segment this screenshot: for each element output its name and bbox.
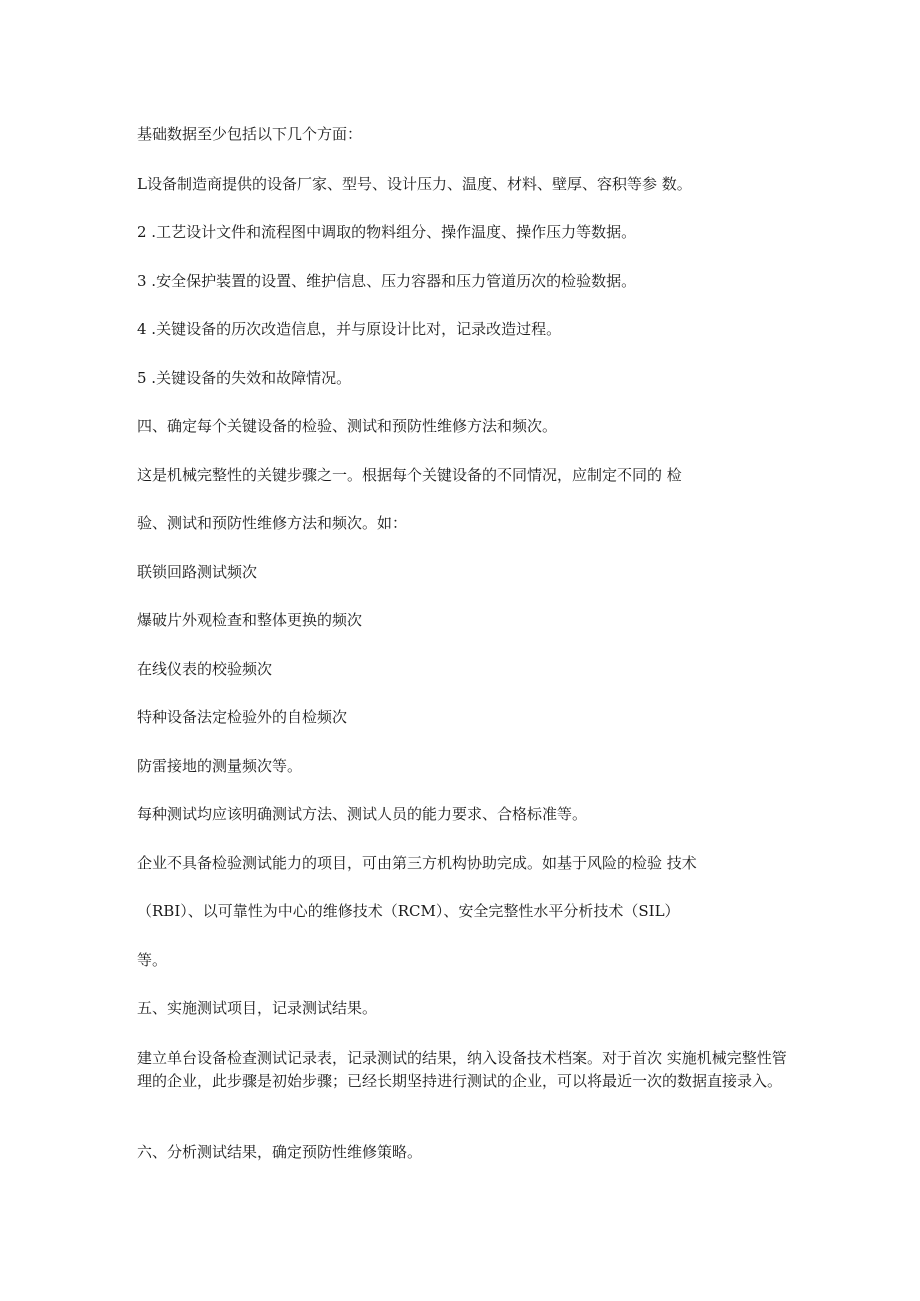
text-line-item-5: 5 .关键设备的失效和故障情况。 xyxy=(137,369,352,387)
text-line-etc: 等。 xyxy=(137,951,168,969)
text-line-lightning: 防雷接地的测量频次等。 xyxy=(137,757,303,775)
text-line-item-3: 3 .安全保护装置的设置、维护信息、压力容器和压力管道历次的检验数据。 xyxy=(137,272,637,290)
text-line-techniques: （RBI）、以可靠性为中心的维修技术（RCM）、安全完整性水平分析技术（SIL） xyxy=(137,902,680,920)
text-line-item-2: 2 .工艺设计文件和流程图中调取的物料组分、操作温度、操作压力等数据。 xyxy=(137,223,637,241)
text-line-item-1: L设备制造商提供的设备厂家、型号、设计压力、温度、材料、壁厚、容积等参 数。 xyxy=(137,175,692,193)
text-line-item-4: 4 .关键设备的历次改造信息，并与原设计比对，记录改造过程。 xyxy=(137,320,562,338)
text-line-key-step-cont: 验、测试和预防性维修方法和频次。如： xyxy=(137,514,408,532)
section-heading-6: 六、分析测试结果，确定预防性维修策略。 xyxy=(137,1143,423,1161)
text-line-special-equipment: 特种设备法定检验外的自检频次 xyxy=(137,708,348,726)
text-line-key-step: 这是机械完整性的关键步骤之一。根据每个关键设备的不同情况，应制定不同的 检 xyxy=(137,466,682,484)
text-line-online-instrument: 在线仪表的校验频次 xyxy=(137,660,273,678)
text-paragraph-record: 建立单台设备检查测试记录表，记录测试的结果，纳入设备技术档案。对于首次 实施机械完整性管理的企业，此步骤是初始步骤；已经长期坚持进行测试的企业，可以将最近一次的数据直接录入。 xyxy=(137,1049,787,1090)
text-line-interlock: 联锁回路测试频次 xyxy=(137,563,258,581)
text-line-basic-data-intro: 基础数据至少包括以下几个方面： xyxy=(137,125,363,143)
text-line-third-party: 企业不具备检验测试能力的项目，可由第三方机构协助完成。如基于风险的检验 技术 xyxy=(137,854,697,872)
text-line-test-requirements: 每种测试均应该明确测试方法、测试人员的能力要求、合格标准等。 xyxy=(137,805,588,823)
section-heading-4: 四、确定每个关键设备的检验、测试和预防性维修方法和频次。 xyxy=(137,417,558,435)
text-line-rupture-disc: 爆破片外观检查和整体更换的频次 xyxy=(137,611,363,629)
section-heading-5: 五、实施测试项目，记录测试结果。 xyxy=(137,999,378,1017)
